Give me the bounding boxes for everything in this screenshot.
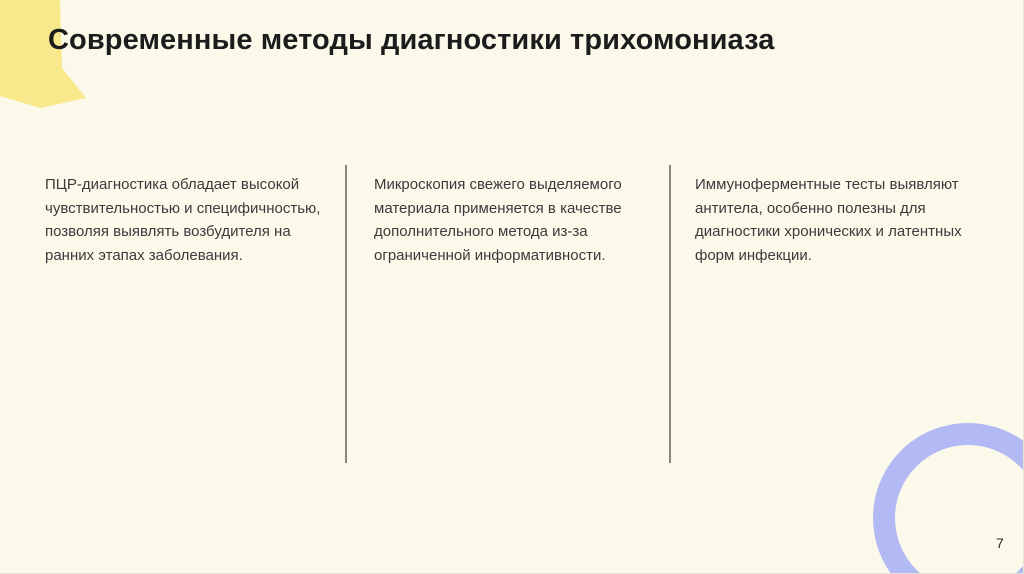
slide-title: Современные методы диагностики трихомониаза	[48, 24, 775, 56]
page-number: 7	[996, 535, 1004, 551]
column-divider-left	[345, 165, 347, 463]
pcr-text-block: ПЦР-диагностика обладает высокой чувствительностью и специфичностью, позволяя выявлять возбудителя на ранних этапах заболевания.	[45, 176, 321, 264]
star-decoration-icon	[0, 0, 90, 115]
column-divider-right	[669, 165, 671, 463]
immunoassay-text-block: Иммуноферментные тесты выявляют антитела, особенно полезны для диагностики хронических и латентных форм инфекции.	[695, 176, 962, 264]
microscopy-text-block: Микроскопия свежего выделяемого материала применяется в качестве дополнительного метода из-за ограниченной информативности.	[374, 176, 622, 264]
